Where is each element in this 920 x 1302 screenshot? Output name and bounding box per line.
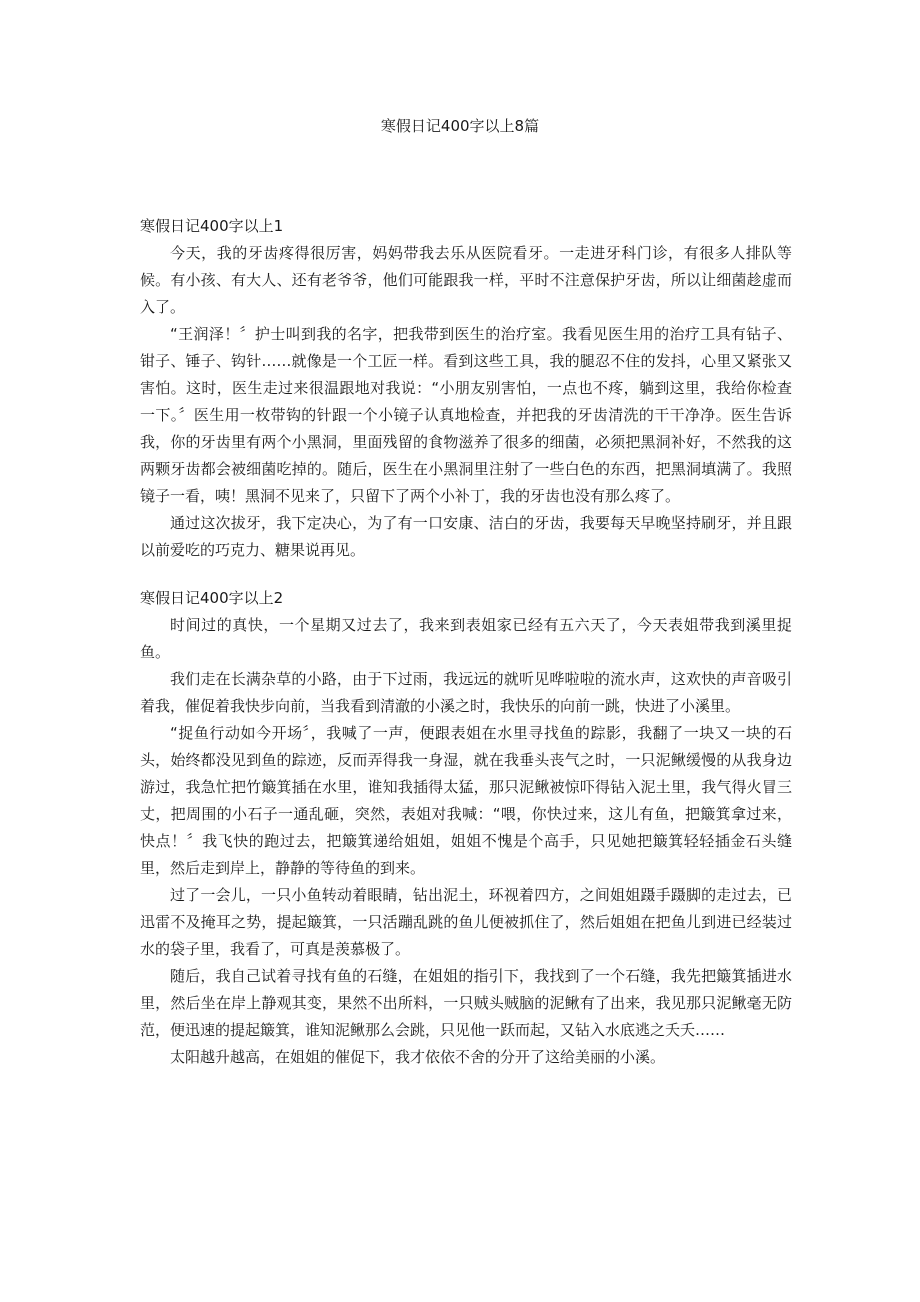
paragraph: 过了一会儿，一只小鱼转动着眼睛，钻出泥土，环视着四方，之间姐姐蹑手蹑脚的走过去，已迅雷不及掩耳之势，提起簸箕，一只活蹦乱跳的鱼儿便被抓住了，然后姐姐在把鱼儿到进已经装过水的袋子里，我看了，可真是羡慕极了。 — [140, 886, 792, 958]
paragraph: “王润泽！〞护士叫到我的名字，把我带到医生的治疗室。我看见医生用的治疗工具有钻子、钳子、锤子、钩针……就像是一个工匠一样。看到这些工具，我的腿忍不住的发抖，心里又紧张又害怕。这时，医生走过来很温跟地对我说：“小朋友别害怕，一点也不疼，躺到这里，我给你检查一下。〞医生用一枚带钩的针跟一个小镜子认真地检查，并把我的牙齿清洗的干干净净。医生告诉我，你的牙齿里有两个小黑洞，里面残留的食物滋养了很多的细菌，必须把黑洞补好，不然我的这两颗牙齿都会被细菌吃掉的。随后，医生在小黑洞里注射了一些白色的东西，把黑洞填满了。我照镜子一看，咦！黑洞不见来了，只留下了两个小补丁，我的牙齿也没有那么疼了。 — [140, 325, 792, 505]
entry-heading: 寒假日记400字以上1 — [140, 217, 284, 235]
entry-heading: 寒假日记400字以上2 — [140, 589, 284, 607]
document-body — [140, 212, 792, 1071]
paragraph: 太阳越升越高，在姐姐的催促下，我才依依不舍的分开了这给美丽的小溪。 — [170, 1048, 666, 1066]
paragraph: 时间过的真快，一个星期又过去了，我来到表姐家已经有五六天了，今天表姐带我到溪里捉鱼。 — [140, 616, 792, 661]
document-title: 寒假日记400字以上8篇 — [380, 117, 540, 135]
diary-entry-2 — [140, 584, 792, 1071]
paragraph: 随后，我自己试着寻找有鱼的石缝，在姐姐的指引下，我找到了一个石缝，我先把簸箕插进水里，然后坐在岸上静观其变，果然不出所料，一只贼头贼脑的泥鳅有了出来，我见那只泥鳅毫无防范，便迅速的提起簸箕，谁知泥鳅那么会跳，只见他一跃而起，又钻入水底逃之夭夭…… — [140, 967, 792, 1039]
paragraph: 我们走在长满杂草的小路，由于下过雨，我远远的就听见哗啦啦的流水声，这欢快的声音吸引着我，催促着我快步向前，当我看到清澈的小溪之时，我快乐的向前一跳，快进了小溪里。 — [140, 670, 792, 715]
diary-entry-1 — [140, 212, 792, 564]
paragraph: 今天，我的牙齿疼得很厉害，妈妈带我去乐从医院看牙。一走进牙科门诊，有很多人排队等候。有小孩、有大人、还有老爷爷，他们可能跟我一样，平时不注意保护牙齿，所以让细菌趁虚而入了。 — [140, 244, 792, 316]
paragraph: “捉鱼行动如今开场〞，我喊了一声，便跟表姐在水里寻找鱼的踪影，我翻了一块又一块的石头，始终都没见到鱼的踪迹，反而弄得我一身湿，就在我垂头丧气之时，一只泥鳅缓慢的从我身边游过，我急忙把竹簸箕插在水里，谁知我插得太猛，那只泥鳅被惊吓得钻入泥土里，我气得火冒三丈，把周围的小石子一通乱砸，突然，表姐对我喊：“喂，你快过来，这儿有鱼，把簸箕拿过来，快点！〞我飞快的跑过去，把簸箕递给姐姐，姐姐不愧是个高手，只见她把簸箕轻轻插金石头缝里，然后走到岸上，静静的等待鱼的到来。 — [140, 724, 792, 877]
paragraph: 通过这次拔牙，我下定决心，为了有一口安康、洁白的牙齿，我要每天早晚坚持刷牙，并且跟以前爱吃的巧克力、糖果说再见。 — [140, 514, 792, 559]
